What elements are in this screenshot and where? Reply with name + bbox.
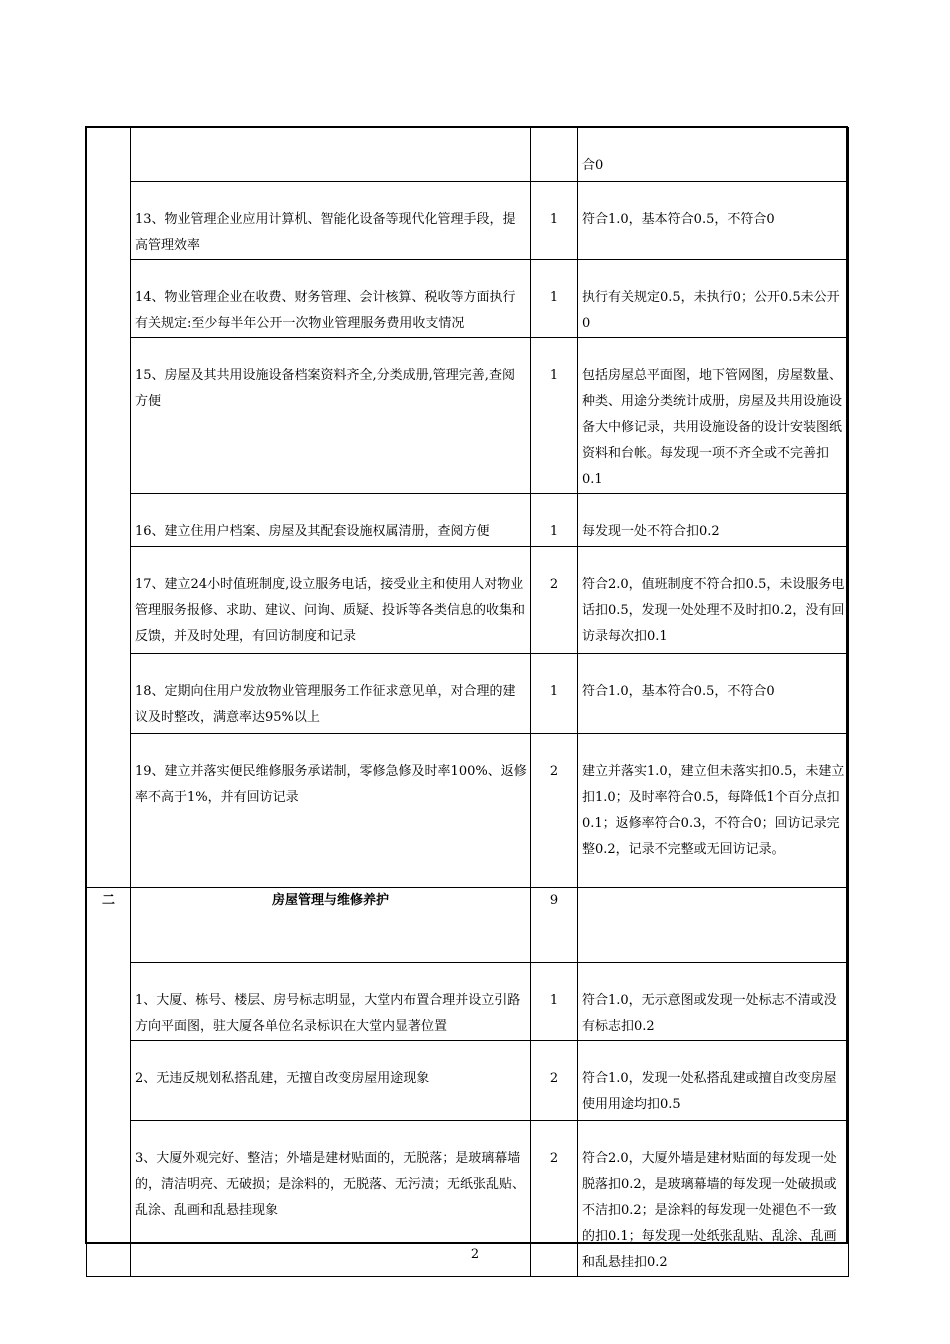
table-row	[87, 128, 849, 182]
table-row	[87, 654, 849, 734]
criteria-cell: 符合1.0，基本符合0.5，不符合0	[578, 182, 849, 260]
score-cell: 1	[531, 654, 578, 734]
section-number-cell	[87, 128, 131, 888]
table-row	[87, 547, 849, 654]
criteria-cell: 每发现一处不符合扣0.2	[578, 494, 849, 547]
score-cell	[531, 128, 578, 182]
criteria-cell: 建立并落实1.0，建立但未落实扣0.5，未建立扣1.0；及时率符合0.5，每降低1个百分点扣0.1；返修率符合0.3，不符合0；回访记录完整0.2，记录不完整或无回访记录。	[578, 734, 849, 888]
criteria-cell: 合0	[578, 128, 849, 182]
item-cell: 1、大厦、栋号、楼层、房号标志明显，大堂内布置合理并设立引路方向平面图，驻大厦各单位名录标识在大堂内显著位置	[131, 963, 531, 1041]
table-row	[87, 963, 849, 1041]
page-number: 2	[470, 1247, 480, 1262]
criteria-cell: 包括房屋总平面图，地下管网图，房屋数量、种类、用途分类统计成册，房屋及共用设施设备大中修记录，共用设施设备的设计安装图纸资料和台帐。每发现一项不齐全或不完善扣0.1	[578, 338, 849, 494]
score-cell: 2	[531, 734, 578, 888]
section-number: 二	[87, 888, 131, 1277]
criteria-cell: 符合1.0，发现一处私搭乱建或擅自改变房屋使用用途均扣0.5	[578, 1041, 849, 1121]
score-cell: 2	[531, 1121, 578, 1277]
criteria-cell: 符合2.0，值班制度不符合扣0.5，未设服务电话扣0.5，发现一处处理不及时扣0.2，没有回访录每次扣0.1	[578, 547, 849, 654]
score-cell: 2	[531, 1041, 578, 1121]
section-header-row	[87, 888, 849, 963]
item-cell: 14、物业管理企业在收费、财务管理、会计核算、税收等方面执行有关规定:至少每半年公开一次物业管理服务费用收支情况	[131, 260, 531, 338]
score-cell: 1	[531, 494, 578, 547]
table-row	[87, 338, 849, 494]
section-score: 9	[531, 888, 578, 963]
table-row	[87, 260, 849, 338]
score-cell: 2	[531, 547, 578, 654]
table-row	[87, 1041, 849, 1121]
section-title: 房屋管理与维修养护	[131, 888, 531, 963]
item-cell: 16、建立住用户档案、房屋及其配套设施权属清册，查阅方便	[131, 494, 531, 547]
criteria-cell: 执行有关规定0.5，未执行0；公开0.5未公开0	[578, 260, 849, 338]
score-cell: 1	[531, 963, 578, 1041]
table-row	[87, 734, 849, 888]
item-cell: 13、物业管理企业应用计算机、智能化设备等现代化管理手段，提高管理效率	[131, 182, 531, 260]
criteria-cell: 符合1.0，基本符合0.5，不符合0	[578, 654, 849, 734]
score-cell: 1	[531, 182, 578, 260]
item-cell: 17、建立24小时值班制度,设立服务电话，接受业主和使用人对物业管理服务报修、求助、建议、问询、质疑、投诉等各类信息的收集和反馈，并及时处理，有回访制度和记录	[131, 547, 531, 654]
table-row	[87, 494, 849, 547]
criteria-cell: 符合2.0，大厦外墙是建材贴面的每发现一处脱落扣0.2，是玻璃幕墙的每发现一处破损或不洁扣0.2；是涂料的每发现一处褪色不一致的扣0.1；每发现一处纸张乱贴、乱涂、乱画和乱悬挂扣0.2	[578, 1121, 849, 1277]
item-cell: 15、房屋及其共用设施设备档案资料齐全,分类成册,管理完善,查阅方便	[131, 338, 531, 494]
evaluation-table	[86, 127, 849, 1277]
item-cell	[131, 128, 531, 182]
item-cell: 19、建立并落实便民维修服务承诺制，零修急修及时率100%、返修率不高于1%，并有回访记录	[131, 734, 531, 888]
item-cell: 18、定期向住用户发放物业管理服务工作征求意见单，对合理的建议及时整改，满意率达95%以上	[131, 654, 531, 734]
item-cell: 3、大厦外观完好、整洁；外墙是建材贴面的，无脱落；是玻璃幕墙的，清洁明亮、无破损；是涂料的，无脱落、无污渍；无纸张乱贴、乱涂、乱画和乱悬挂现象	[131, 1121, 531, 1277]
score-cell: 1	[531, 260, 578, 338]
score-cell: 1	[531, 338, 578, 494]
table-row	[87, 182, 849, 260]
item-cell: 2、无违反规划私搭乱建，无擅自改变房屋用途现象	[131, 1041, 531, 1121]
section-criteria-cell	[578, 888, 849, 963]
criteria-cell: 符合1.0，无示意图或发现一处标志不清或没有标志扣0.2	[578, 963, 849, 1041]
